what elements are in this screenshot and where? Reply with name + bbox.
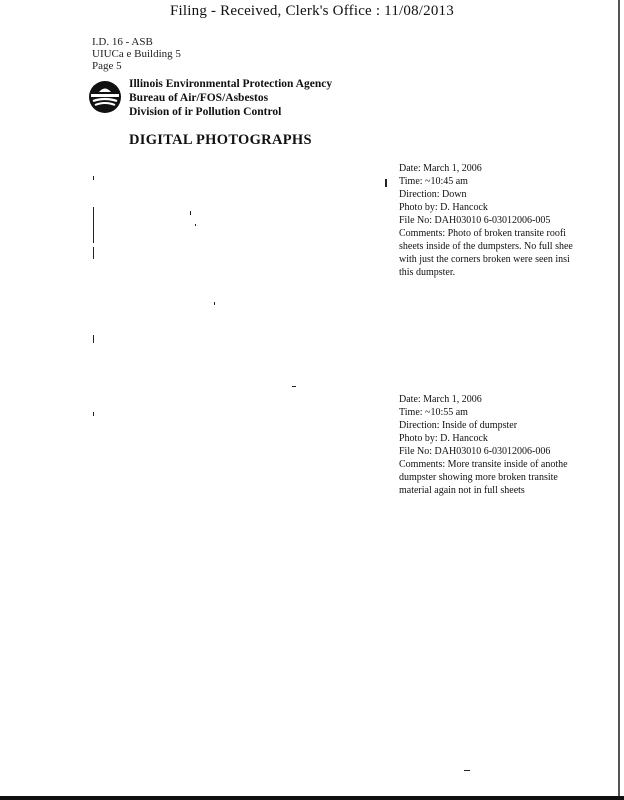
photo-2-file-no: File No: DAH03010 6-03012006-006 <box>399 446 551 457</box>
photo-1-time: Time: ~10:45 am <box>399 176 468 187</box>
scan-bottom-edge <box>0 796 624 800</box>
photo-1-file-no: File No: DAH03010 6-03012006-005 <box>399 215 551 226</box>
photo-2-caption <box>399 393 609 497</box>
photo-1-comment-line: this dumpster. <box>399 267 456 278</box>
photo-2-comment-line: Comments: More transite inside of anothe <box>399 459 568 470</box>
agency-division: Division of ir Pollution Control <box>129 106 282 118</box>
header-page: Page 5 <box>92 60 122 72</box>
photo-1-comment-line: Comments: Photo of broken transite roofi <box>399 228 566 239</box>
photo-1-comment-line: sheets inside of the dumpsters. No full shee <box>399 241 573 252</box>
photo-2-comment-line: dumpster showing more broken transite <box>399 472 558 483</box>
scan-right-edge <box>618 0 620 796</box>
photo-1-comment-line: with just the corners broken were seen insi <box>399 254 570 265</box>
agency-name: Illinois Environmental Protection Agency <box>129 78 333 90</box>
photo-1-direction: Direction: Down <box>399 189 467 200</box>
agency-bureau: Bureau of Air/FOS/Asbestos <box>129 92 269 104</box>
photo-1-date: Date: March 1, 2006 <box>399 163 482 174</box>
photo-2-comment-line: material again not in full sheets <box>399 485 525 496</box>
header-id: I.D. 16 - ASB <box>92 36 153 48</box>
photo-2-photographer: Photo by: D. Hancock <box>399 433 488 444</box>
page-title: DIGITAL PHOTOGRAPHS <box>129 132 312 148</box>
photo-2-direction: Direction: Inside of dumpster <box>399 420 518 431</box>
illinois-epa-logo-icon <box>88 80 122 114</box>
photo-1-caption <box>399 162 609 279</box>
header-building: UIUCa e Building 5 <box>92 48 181 60</box>
photo-1-photographer: Photo by: D. Hancock <box>399 202 488 213</box>
photo-2-date: Date: March 1, 2006 <box>399 394 482 405</box>
filing-stamp: Filing - Received, Clerk's Office : 11/08/2013 <box>170 3 454 19</box>
photo-2-time: Time: ~10:55 am <box>399 407 468 418</box>
